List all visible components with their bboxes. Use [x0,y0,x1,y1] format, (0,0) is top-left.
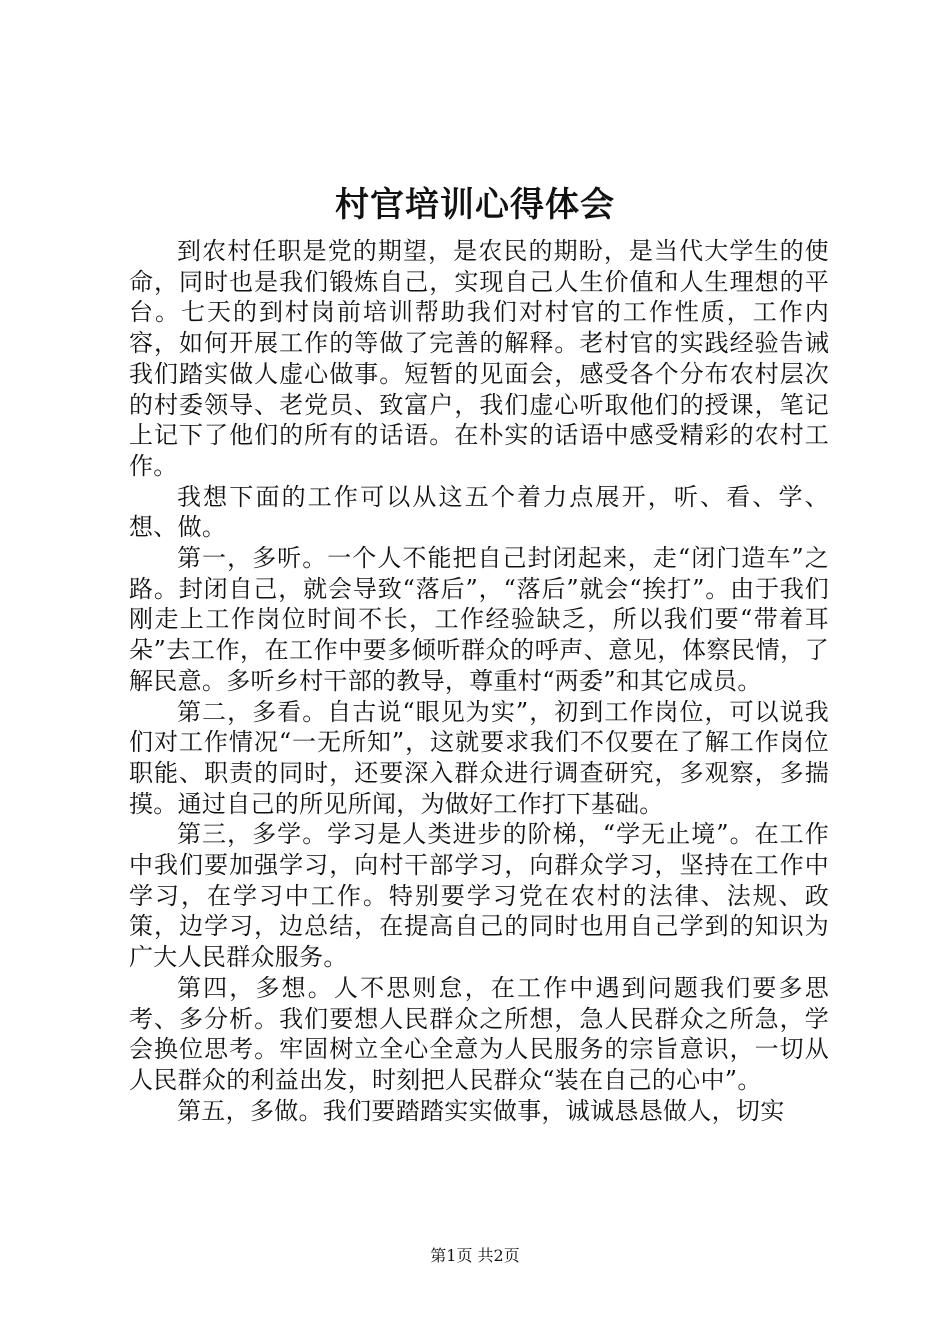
page-footer: 第1页 共2页 [430,1246,520,1265]
paragraph-think: 第四，多想。人不思则怠，在工作中遇到问题我们要多思考、多分析。我们要想人民群众之所想，急人民群众之所急，学会换位思考。牢固树立全心全意为人民服务的宗旨意识，一切从人民群众的利益出发，时刻把人民群众“装在自己的心中”。 [129,973,829,1094]
paragraph-do: 第五，多做。我们要踏踏实实做事，诚诚恳恳做人，切实 [177,1096,785,1125]
paragraph-five-points: 我想下面的工作可以从这五个着力点展开，听、看、学、想、做。 [129,482,829,542]
paragraph-look: 第二，多看。自古说“眼见为实”，初到工作岗位，可以说我们对工作情况“一无所知”，这就要求我们不仅要在了解工作岗位职能、职责的同时，还要深入群众进行调查研究，多观察，多揣摸。通过自己的所见所闻，为做好工作打下基础。 [129,697,829,818]
document-title: 村官培训心得体会 [335,185,615,225]
paragraph-learn: 第三，多学。学习是人类进步的阶梯，“学无止境”。在工作中我们要加强学习，向村干部学习，向群众学习，坚持在工作中学习，在学习中工作。特别要学习党在农村的法律、法规、政策，边学习，边总结，在提高自己的同时也用自己学到的知识为广大人民群众服务。 [129,820,829,972]
paragraph-intro: 到农村任职是党的期望，是农民的期盼，是当代大学生的使命，同时也是我们锻炼自己，实现自己人生价值和人生理想的平台。七天的到村岗前培训帮助我们对村官的工作性质，工作内容，如何开展工作的等做了完善的解释。老村官的实践经验告诫我们踏实做人虚心做事。短暂的见面会，感受各个分布农村层次的村委领导、老党员、致富户，我们虚心听取他们的授课，笔记上记下了他们的所有的话语。在朴实的话语中感受精彩的农村工作。 [129,237,829,480]
document-body [129,236,829,1126]
paragraph-listen: 第一，多听。一个人不能把自己封闭起来，走“闭门造车”之路。封闭自己，就会导致“落后”，“落后”就会“挨打”。由于我们刚走上工作岗位时间不长，工作经验缺乏，所以我们要“带着耳朵”去工作，在工作中要多倾听群众的呼声、意见，体察民情，了解民意。多听乡村干部的教导，尊重村“两委”和其它成员。 [129,544,829,695]
